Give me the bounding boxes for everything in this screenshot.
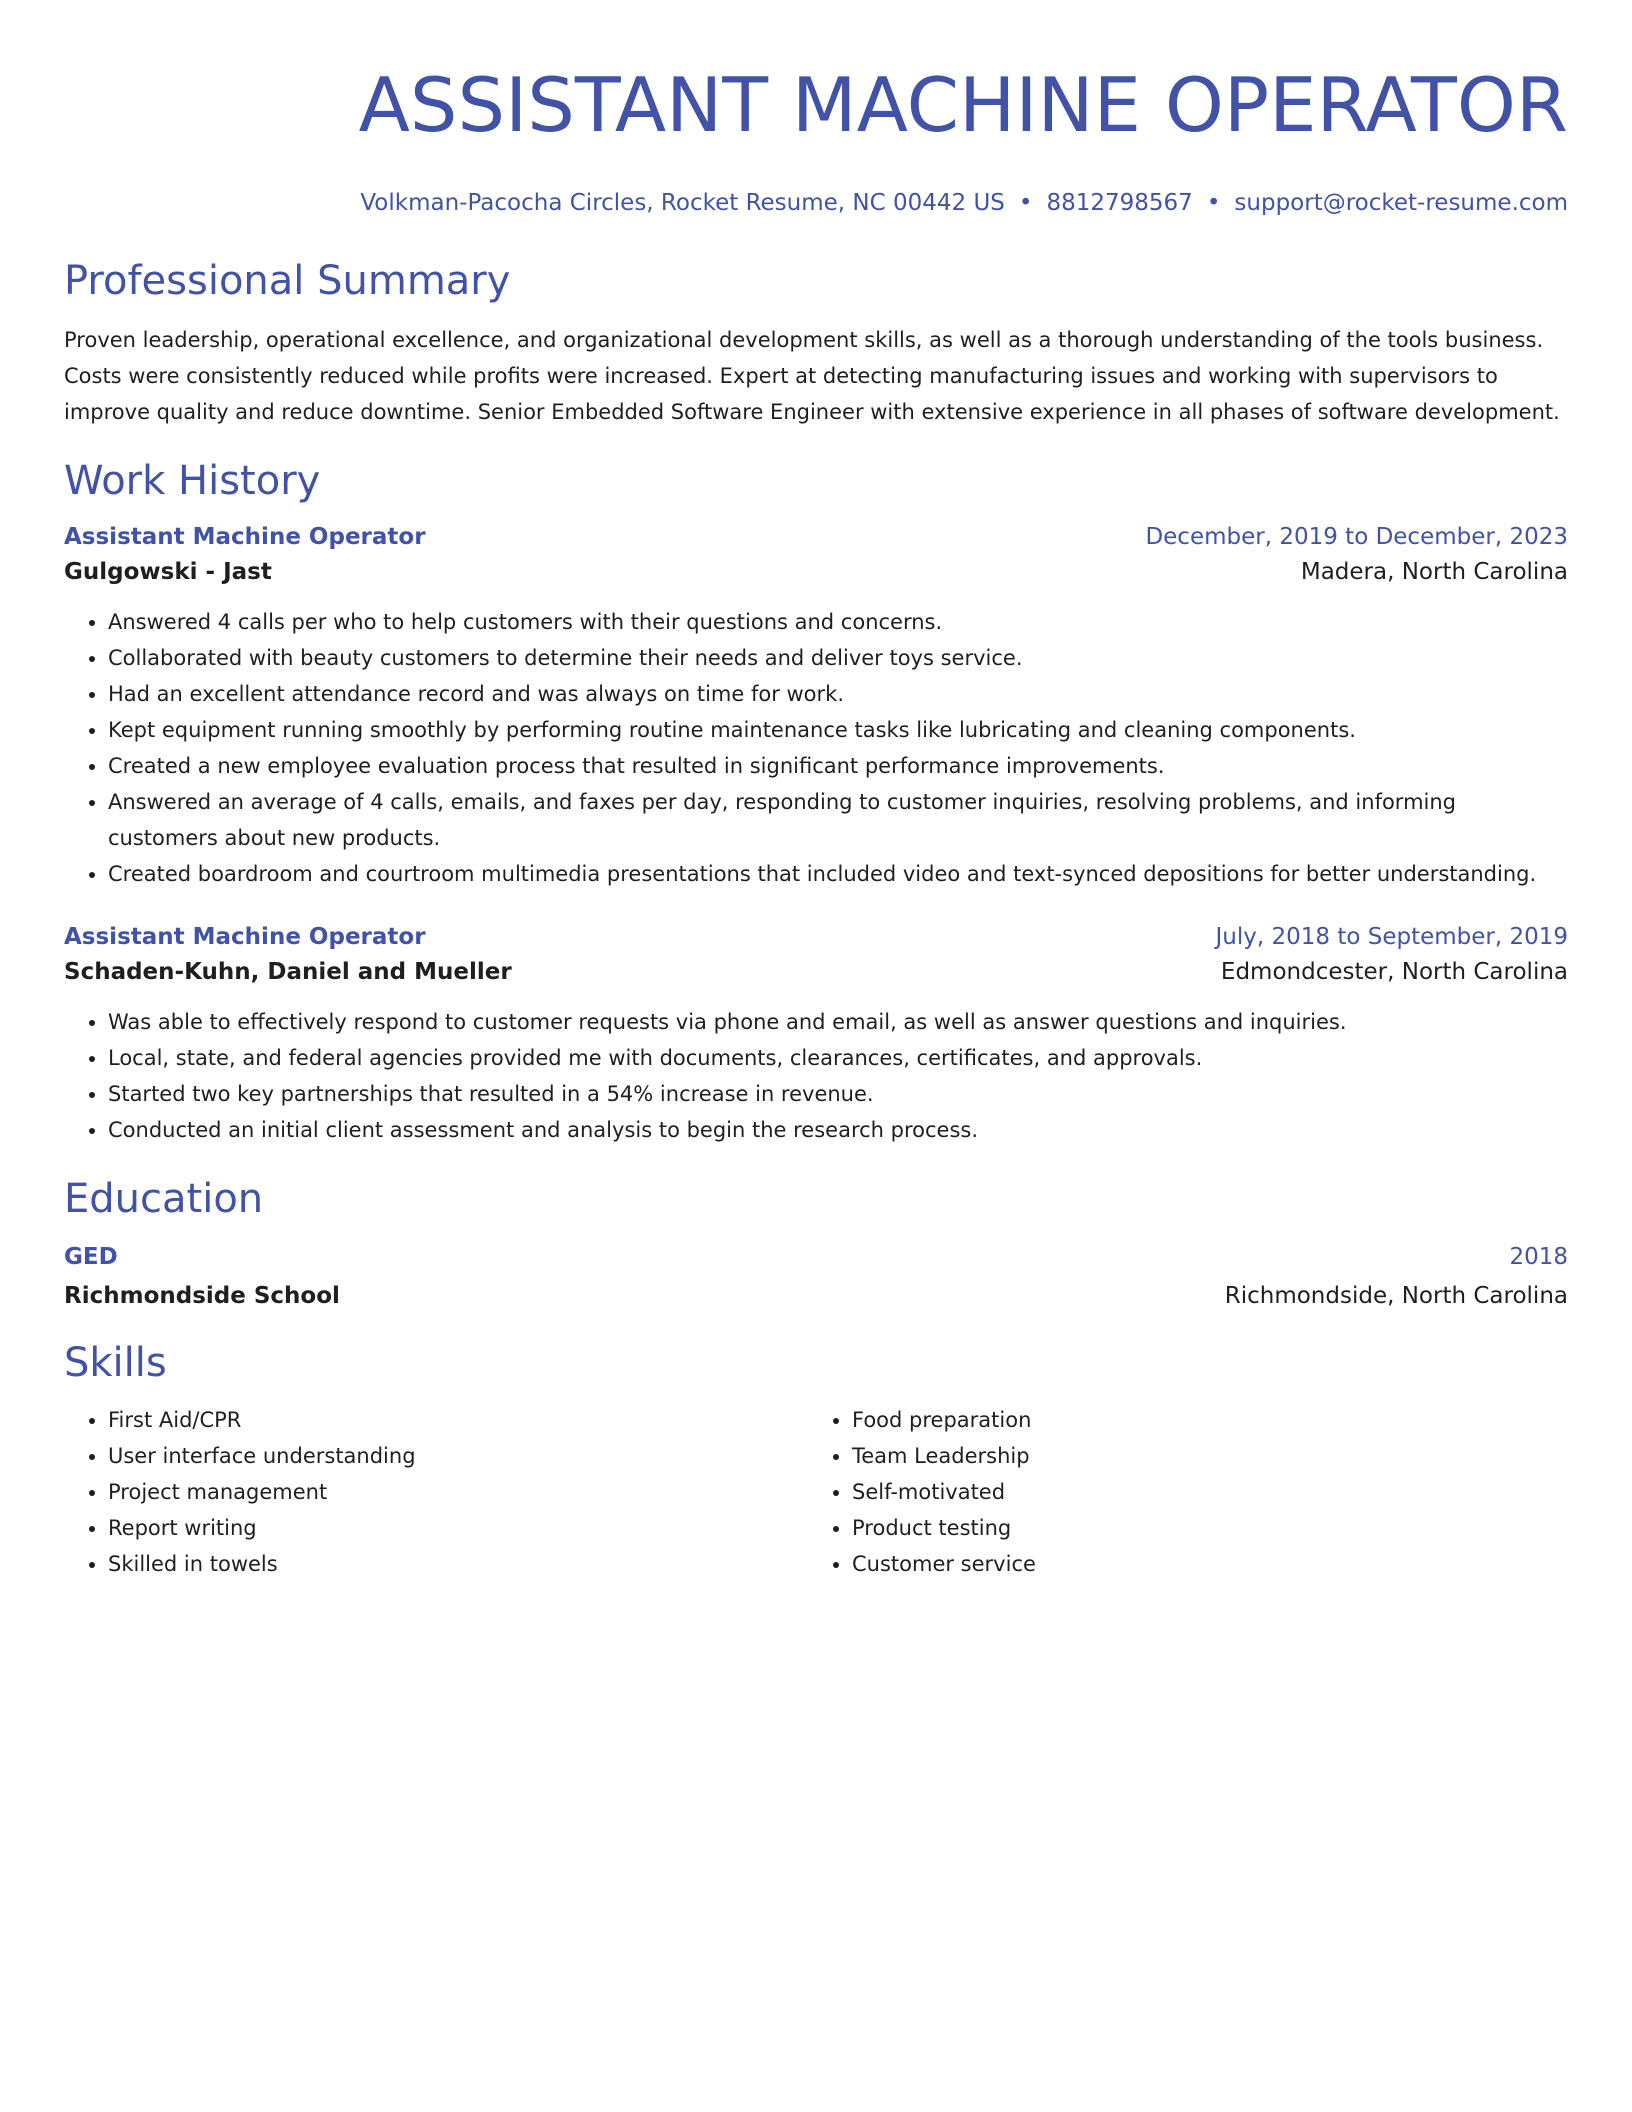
education-section bbox=[64, 1174, 1568, 1314]
list-item: • Product testing bbox=[852, 1510, 1552, 1546]
job-dates: December, 2019 to December, 2023 bbox=[1145, 524, 1568, 550]
job-location: Madera, North Carolina bbox=[1300, 559, 1568, 585]
list-item: • Created a new employee evaluation process that resulted in significant performance improvements. bbox=[108, 748, 1568, 784]
job-location: Edmondcester, North Carolina bbox=[1220, 959, 1568, 985]
list-item: • Team Leadership bbox=[852, 1438, 1552, 1474]
list-item: • Self-motivated bbox=[852, 1474, 1552, 1510]
list-item: • Customer service bbox=[852, 1546, 1552, 1582]
list-item: • First Aid/CPR bbox=[108, 1402, 808, 1438]
contact-phone: 8812798567 bbox=[1046, 190, 1193, 216]
list-item: • Report writing bbox=[108, 1510, 808, 1546]
list-item: • Food preparation bbox=[852, 1402, 1552, 1438]
contact-line bbox=[64, 188, 1568, 218]
summary-heading: Professional Summary bbox=[64, 258, 511, 304]
education-year: 2018 bbox=[1509, 1244, 1568, 1270]
job-entry bbox=[64, 920, 1568, 1148]
work-history-section bbox=[64, 456, 1568, 1148]
education-degree: GED bbox=[64, 1244, 118, 1270]
contact-separator: • bbox=[1018, 190, 1033, 216]
job-employer: Schaden-Kuhn, Daniel and Mueller bbox=[64, 959, 512, 985]
job-bullets bbox=[64, 604, 1568, 892]
contact-separator: • bbox=[1206, 190, 1221, 216]
list-item: • User interface understanding bbox=[108, 1438, 808, 1474]
job-title: Assistant Machine Operator bbox=[64, 524, 426, 550]
skills-section bbox=[64, 1338, 1568, 1582]
job-title: Assistant Machine Operator bbox=[64, 924, 426, 950]
skills-heading: Skills bbox=[64, 1340, 167, 1386]
contact-email: support@rocket-resume.com bbox=[1234, 190, 1568, 216]
summary-text: Proven leadership, operational excellence, and organizational development skills, as well as a thorough understanding of the tools business. Costs were consistently reduced while profits were increased. Expert at detecting manufacturing issues and working with supervisors to improve quality and reduce downtime. Senior Embedded Software Engineer with extensive experience in all phases of software development. bbox=[64, 328, 1560, 424]
education-entry bbox=[64, 1240, 1568, 1314]
list-item: • Project management bbox=[108, 1474, 808, 1510]
list-item: • Kept equipment running smoothly by performing routine maintenance tasks like lubricating and cleaning components. bbox=[108, 712, 1568, 748]
skills-list-right bbox=[808, 1402, 1552, 1582]
skills-list-left bbox=[64, 1402, 808, 1582]
resume-page bbox=[64, 0, 1568, 1582]
education-location: Richmondside, North Carolina bbox=[1224, 1283, 1568, 1309]
job-bullets bbox=[64, 1004, 1568, 1148]
list-item: • Was able to effectively respond to customer requests via phone and email, as well as answer questions and inquiries. bbox=[108, 1004, 1568, 1040]
education-school: Richmondside School bbox=[64, 1283, 340, 1309]
list-item: • Collaborated with beauty customers to determine their needs and deliver toys service. bbox=[108, 640, 1568, 676]
list-item: • Started two key partnerships that resulted in a 54% increase in revenue. bbox=[108, 1076, 1568, 1112]
summary-section bbox=[64, 256, 1568, 430]
job-entry bbox=[64, 520, 1568, 892]
contact-address: Volkman-Pacocha Circles, Rocket Resume, NC 00442 US bbox=[360, 190, 1005, 216]
list-item: • Answered an average of 4 calls, emails, and faxes per day, responding to customer inquiries, resolving problems, and informing customers about new products. bbox=[108, 784, 1568, 856]
job-dates: July, 2018 to September, 2019 bbox=[1215, 924, 1568, 950]
skills-columns bbox=[64, 1402, 1568, 1582]
list-item: • Created boardroom and courtroom multimedia presentations that included video and text-synced depositions for better understanding. bbox=[108, 856, 1568, 892]
education-heading: Education bbox=[64, 1176, 264, 1222]
list-item: • Answered 4 calls per who to help customers with their questions and concerns. bbox=[108, 604, 1568, 640]
job-employer: Gulgowski - Jast bbox=[64, 559, 272, 585]
list-item: • Conducted an initial client assessment and analysis to begin the research process. bbox=[108, 1112, 1568, 1148]
list-item: • Local, state, and federal agencies provided me with documents, clearances, certificates, and approvals. bbox=[108, 1040, 1568, 1076]
work-history-heading: Work History bbox=[64, 458, 321, 504]
list-item: • Skilled in towels bbox=[108, 1546, 808, 1582]
resume-title: ASSISTANT MACHINE OPERATOR bbox=[358, 61, 1568, 149]
list-item: • Had an excellent attendance record and was always on time for work. bbox=[108, 676, 1568, 712]
